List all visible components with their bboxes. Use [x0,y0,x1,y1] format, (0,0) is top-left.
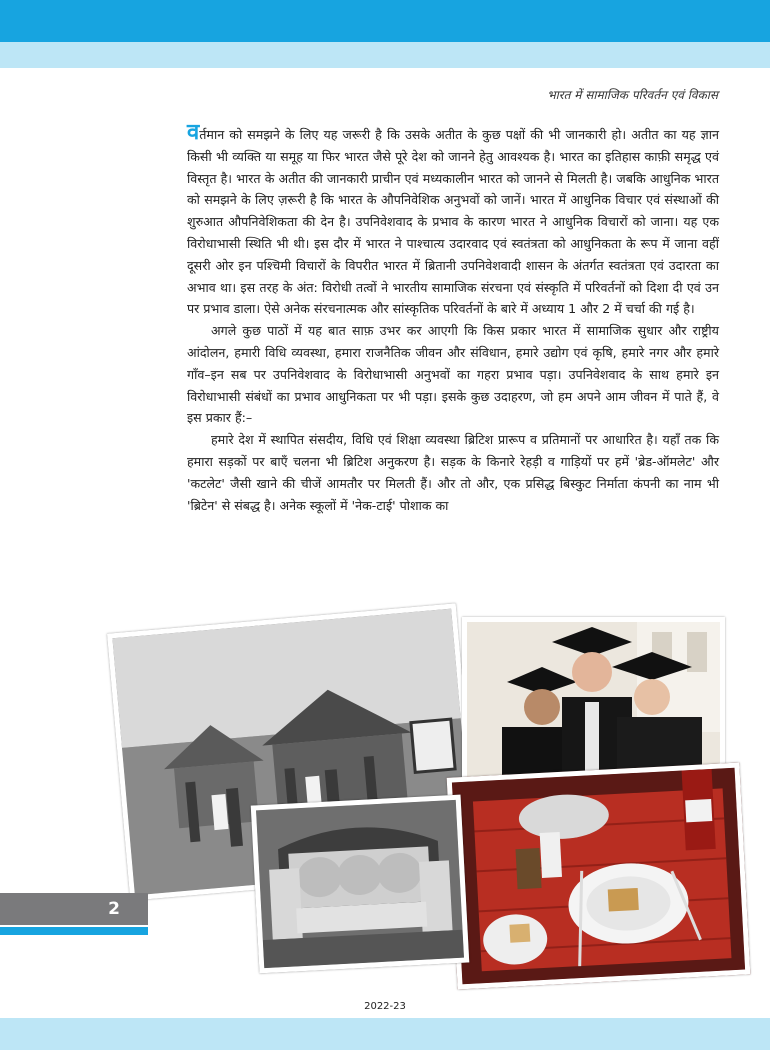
page-number-box [0,893,148,925]
photo-breakfast-art [452,768,745,985]
paragraph-1 [187,120,719,320]
top-light-band [0,42,770,68]
photo-sofa-art [256,800,464,968]
edition-year: 2022-23 [364,1001,406,1012]
paragraph-2: अगले कुछ पाठों में यह बात साफ़ उभर कर आएगी कि किस प्रकार भारत में सामाजिक सुधार और राष्ट्रीय आंदोलन, हमारी विधि व्यवस्था, हमारा राजनैतिक जीवन और संविधान, हमारे उद्योग एवं कृषि, हमारे नगर और हमारे गाँव–इन सब पर उपनिवेशवाद के विरोधाभासी अनुभवों का गहरा प्रभाव पड़ा। उपनिवेशवाद के साथ हमारे इन विरोधाभासी संबंधों का प्रभाव आधुनिकता पर भी पड़ा। इसके कुछ उदाहरण, जो हम अपने आम जीवन में पाते हैं, वे इस प्रकार हैं:– [187,323,719,426]
bottom-color-band [0,1018,770,1050]
paragraph-1-text: र्तमान को समझने के लिए यह जरूरी है कि उसके अतीत के कुछ पक्षों की भी जानकारी हो। अतीत का यह ज्ञान किसी भी व्यक्ति या समूह या फिर भारत जैसे पूरे देश को जानने हेतु आवश्यक है। भारत का इतिहास काफ़ी समृद्ध एवं विस्तृत है। भारत के अतीत की जानकारी प्राचीन एवं मध्यकालीन भारत को जानने से मिलती है। जबकि आधुनिक भारत को समझने के लिए ज़रूरी है कि भारत के औपनिवेशिक अनुभवों को जानें। भारत में आधुनिक विचार एवं संस्थाओं की शुरुआत औपनिवेशिकता की देन है। उपनिवेशवाद के प्रभाव के कारण भारत ने आधुनिक विचारों को जाना। यह एक विरोधाभासी स्थिति भी थी। इस दौर में भारत ने पाश्चात्य उदारवाद एवं स्वतंत्रता को आधुनिकता के रूप में जाना वहीं दूसरी ओर इन पश्चिमी विचारों के विपरीत भारत में ब्रितानी उपनिवेशवादी शासन के अंतर्गत स्वतंत्रता एवं उदारता का अभाव था। इस तरह के अंत: विरोधी तत्वों ने भारतीय सामाजिक संरचना एवं संस्कृति में परिवर्तनों को दिशा दी एवं उन पर प्रभाव डाला। ऐसे अनेक संरचनात्मक और सांस्कृतिक परिवर्तनों के बारे में अध्याय 1 और 2 में चर्चा की गई है। [187,127,719,317]
paragraph-3: हमारे देश में स्थापित संसदीय, विधि एवं शिक्षा व्यवस्था ब्रिटिश प्रारूप व प्रतिमानों पर आधारित है। यहाँ तक कि हमारा सड़कों पर बाएँ चलना भी ब्रिटिश अनुकरण है। सड़क के किनारे रेहड़ी व गाड़ियों पर हमें 'ब्रेड-ऑमलेट' और 'कटलेट' जैसी खाने की चीजें आमतौर पर मिलती हैं। और तो और, एक प्रसिद्ध बिस्कुट निर्माता कंपनी का नाम भी 'ब्रिटेन' से संबद्ध है। अनेक स्कूलों में 'नेक-टाई' पोशाक का [187,432,719,513]
top-color-band [0,0,770,42]
photo-breakfast [447,762,751,989]
running-head: भारत में सामाजिक परिवर्तन एवं विकास [547,88,718,102]
drop-cap: व [187,120,200,145]
page-number-underline [0,927,148,935]
body-text [187,120,719,516]
page-number: 2 [108,899,120,919]
photo-sofa [251,795,470,974]
